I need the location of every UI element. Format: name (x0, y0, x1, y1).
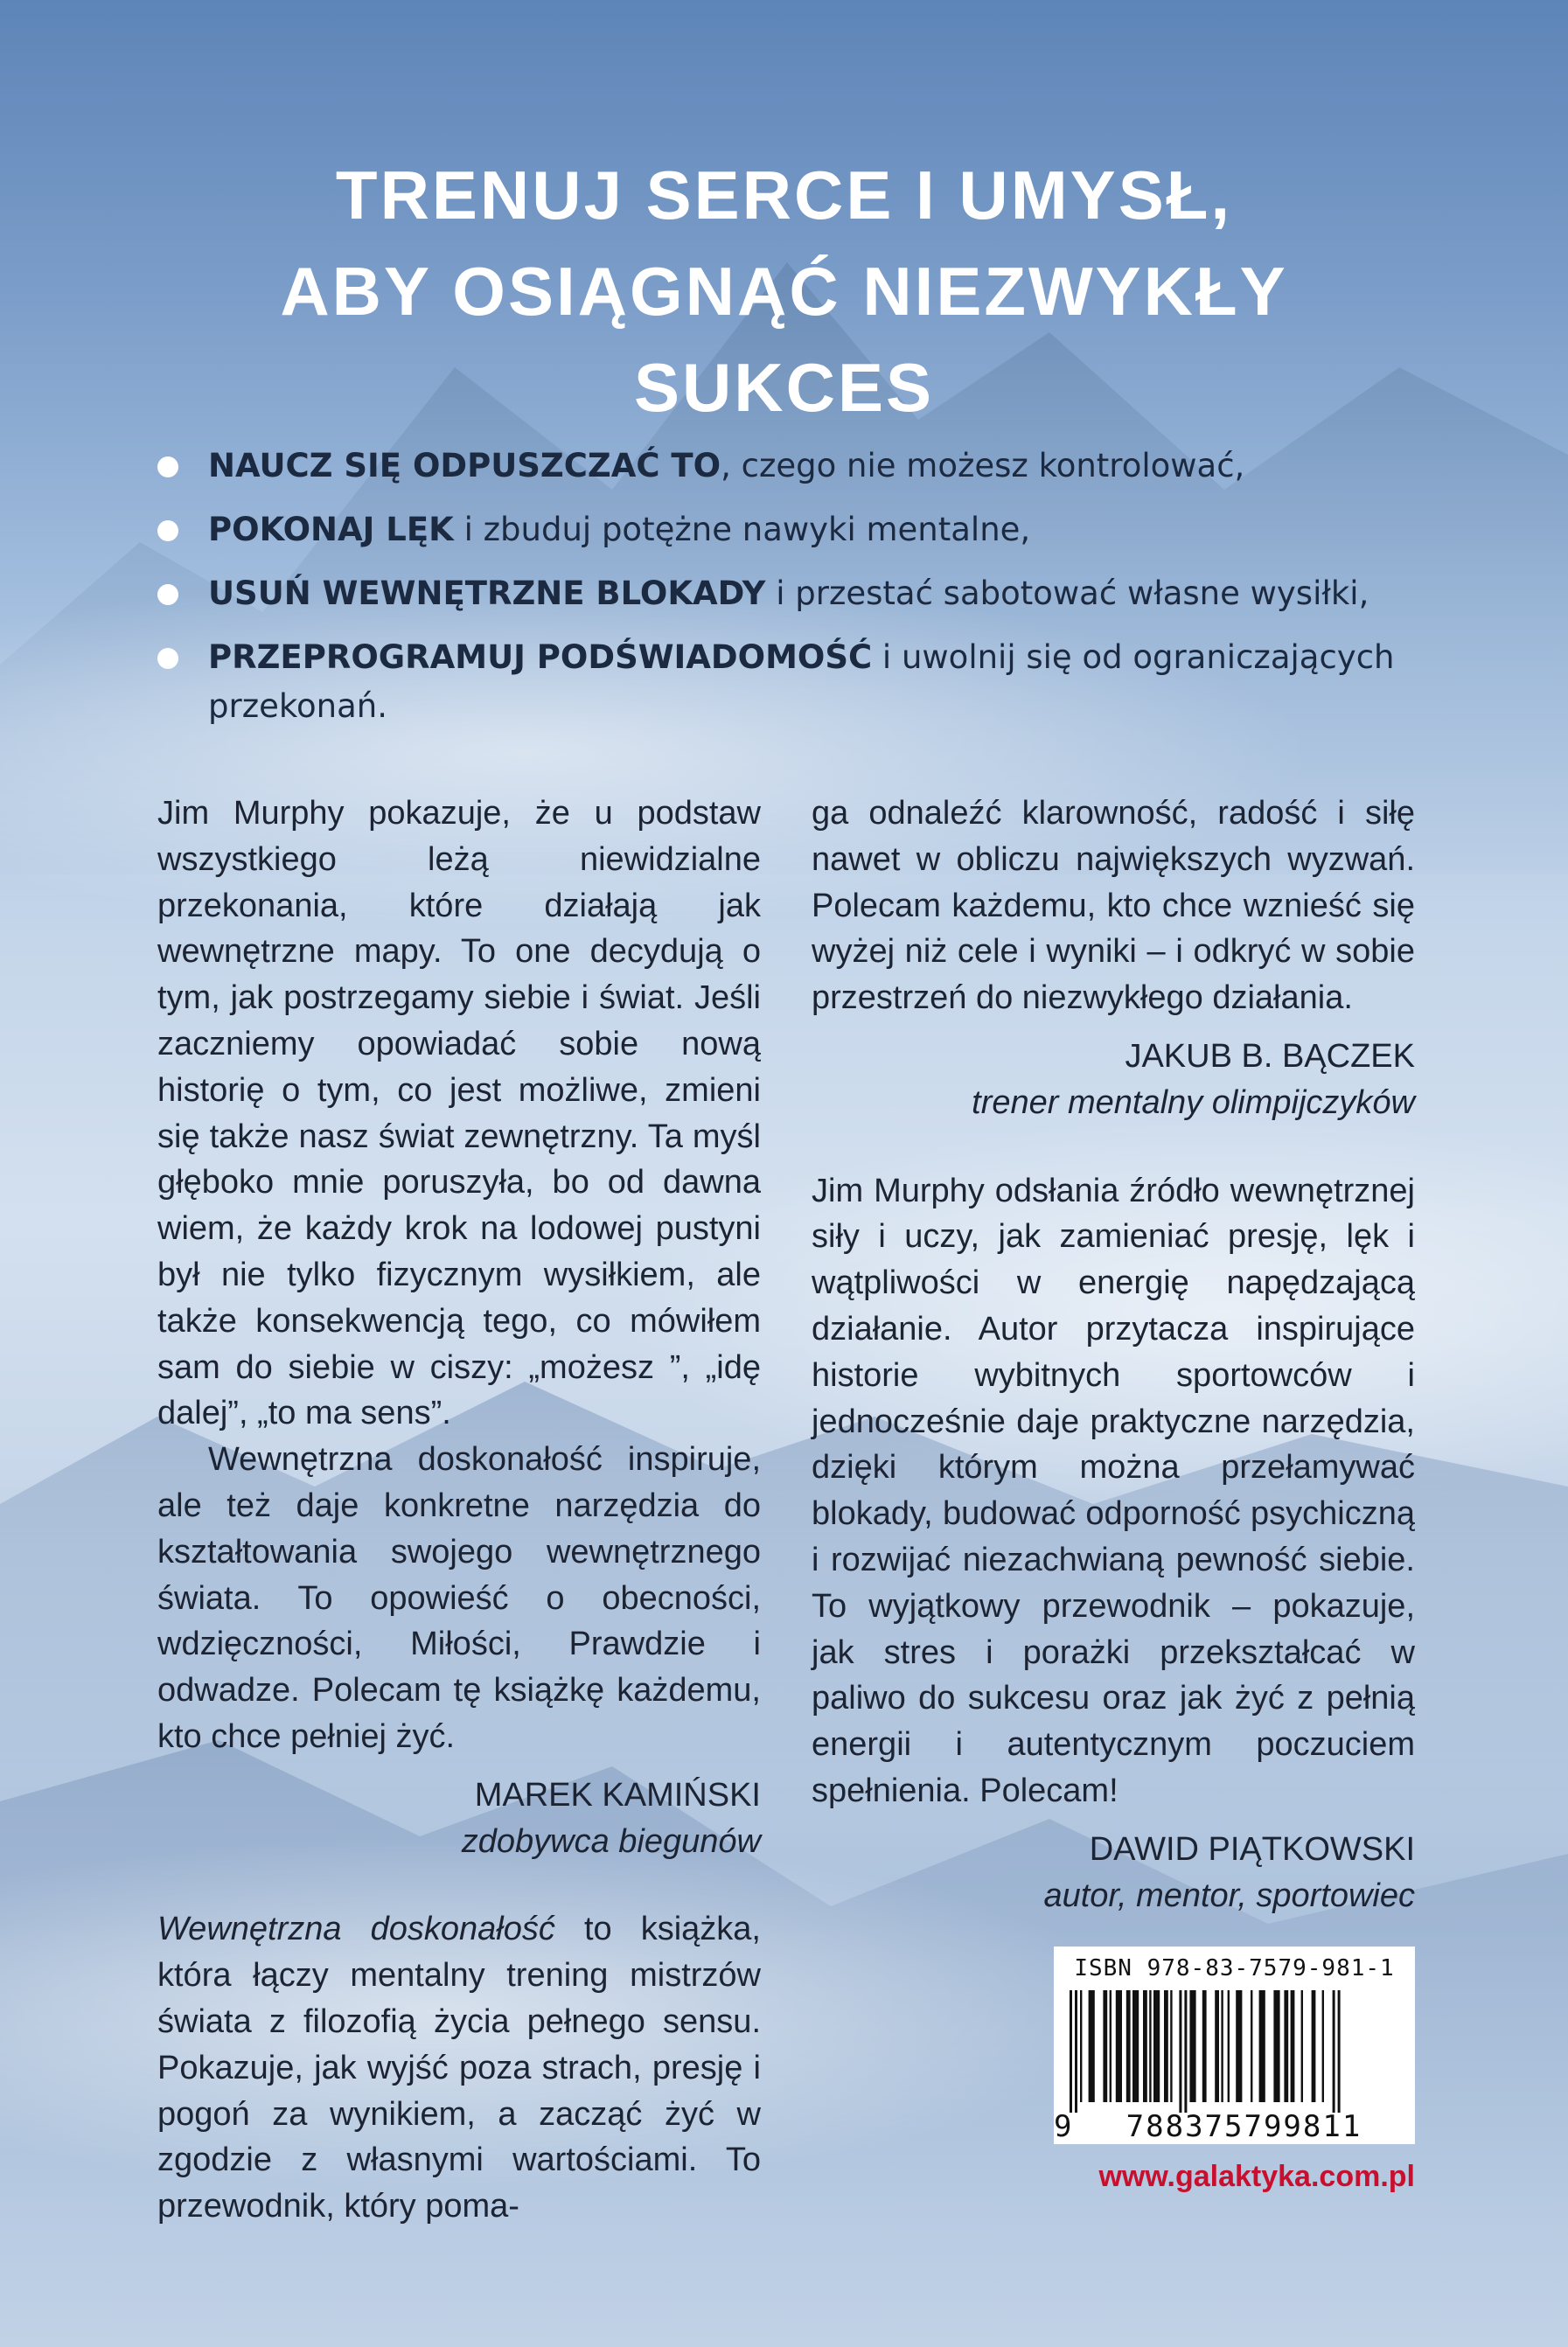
barcode-bar (1312, 1990, 1316, 2102)
headline-line-1: TRENUJ SERCE I UMYSŁ, (335, 157, 1233, 233)
endorsement-baczek-text: to książka, która łączy mentalny trening mistrzów świata z filozofią życia pełnego sensu. Pokazuje, jak wyjść poza strach, presję i pogoń za wynikiem, a zacząć żyć w zgodzie z własnymi wartościami. To przewodnik, który poma- (157, 1911, 761, 2225)
barcode-bar (1291, 1990, 1295, 2102)
isbn-first-digit: 9 (1054, 2109, 1072, 2144)
benefit-item (157, 569, 1399, 618)
isbn-barcode (1054, 1947, 1415, 2144)
endorsement-kaminski-p1: Jim Murphy pokazuje, że u podstaw wszystkiego leżą niewidzialne przekonania, które działają jak wewnętrzne mapy. To one decydują o tym, jak postrzegamy siebie i świat. Jeśli zaczniemy opowiadać sobie nową historię o tym, co jest możliwe, zmieni się także nasz świat zewnętrzny. Ta myśl głęboko mnie poruszyła, bo od dawna wiem, że każdy krok na lodowej pustyni był nie tylko fizycznym wysiłkiem, ale także konsekwencją tego, co mówiłem sam do siebie w ciszy: „możesz ”, „idę dalej”, „to ma sens”. (157, 795, 761, 1432)
benefit-item (157, 505, 1399, 554)
benefit-bold: NAUCZ SIĘ ODPUSZCZAĆ TO (208, 447, 721, 484)
barcode-bar (1153, 1990, 1160, 2102)
benefit-item (157, 633, 1399, 731)
signature-piatkowski (812, 1827, 1415, 1919)
benefit-text: i zbuduj potężne nawyki mentalne, (453, 511, 1031, 548)
barcode-bar (1338, 1990, 1341, 2113)
isbn-label: ISBN 978-83-7579-981-1 (1074, 1955, 1395, 1981)
barcode-bar (1215, 1990, 1219, 2102)
bullet-dot-icon (157, 648, 178, 669)
benefit-list (157, 442, 1399, 746)
benefit-bold: POKONAJ LĘK (208, 511, 454, 548)
signature-role: trener mentalny olimpijczyków (972, 1083, 1415, 1121)
isbn-digit-string: 788375799811 (1125, 2109, 1362, 2144)
signature-name: JAKUB B. BĄCZEK (1125, 1037, 1415, 1075)
signature-name: DAWID PIĄTKOWSKI (1089, 1830, 1415, 1868)
barcode-bar (1179, 1990, 1181, 2113)
right-column (812, 790, 1415, 1919)
barcode-bars (1070, 1990, 1406, 2113)
barcode-bar (1322, 1990, 1324, 2102)
bullet-dot-icon (157, 456, 178, 477)
barcode-bar (1184, 1990, 1187, 2113)
barcode-bar (1089, 1990, 1095, 2102)
barcode-bar (1164, 1990, 1168, 2102)
barcode-bar (1189, 1990, 1195, 2102)
barcode-bar (1110, 1990, 1112, 2102)
barcode-bar (1273, 1990, 1279, 2102)
publisher-website[interactable]: www.galaktyka.com.pl (1098, 2160, 1415, 2193)
barcode-bar (1301, 1990, 1303, 2102)
endorsement-baczek-part2: ga odnaleźć klarowność, radość i siłę nawet w obliczu największych wyzwań. Polecam każdemu, kto chce wznieść się wyżej niż cele i wyniki – i odkryć w sobie przestrzeń do niezwykłego działania. (812, 795, 1415, 1017)
barcode-bar (1202, 1990, 1207, 2102)
benefit-text: i przestać sabotować własne wysiłki, (765, 575, 1369, 612)
bullet-dot-icon (157, 584, 178, 605)
barcode-bar (1236, 1990, 1242, 2102)
barcode-bar (1284, 1990, 1288, 2102)
barcode-bar (1075, 1990, 1077, 2113)
benefit-item (157, 442, 1399, 491)
barcode-bar (1143, 1990, 1147, 2102)
signature-kaminski (157, 1772, 761, 1865)
barcode-bar (1132, 1990, 1139, 2102)
endorsement-kaminski-p2: Wewnętrzna doskonałość inspiruje, ale też daje konkretne narzędzia do kształtowania swojego wewnętrznego świata. To opowieść o obecności, wdzięczności, Miłości, Prawdzie i odwadze. Polecam tę książkę każdemu, kto chce pełniej żyć. (157, 1441, 761, 1755)
barcode-bar (1116, 1990, 1122, 2102)
barcode-bar (1251, 1990, 1252, 2102)
barcode-bar (1080, 1990, 1082, 2102)
barcode-bar (1103, 1990, 1107, 2102)
barcode-bar (1149, 1990, 1151, 2102)
barcode-bar (1333, 1990, 1335, 2113)
signature-role: zdobywca biegunów (461, 1822, 761, 1860)
benefit-bold: PRZEPROGRAMUJ PODŚWIADOMOŚĆ (208, 638, 873, 676)
benefit-bold: USUŃ WEWNĘTRZNE BLOKADY (208, 575, 766, 612)
headline-line-3: SUKCES (633, 349, 935, 426)
book-title-italic: Wewnętrzna doskonałość (157, 1911, 555, 1948)
endorsement-baczek-part1 (157, 1906, 761, 2230)
signature-baczek (812, 1034, 1415, 1126)
headline-line-2: ABY OSIĄGNĄĆ NIEZWYKŁY (280, 253, 1288, 330)
barcode-bar (1259, 1990, 1265, 2102)
headline (0, 147, 1568, 435)
barcode-bar (1170, 1990, 1172, 2102)
barcode-bar (1126, 1990, 1131, 2102)
barcode-bar (1221, 1990, 1223, 2102)
bullet-dot-icon (157, 520, 178, 541)
left-column (157, 790, 761, 2230)
benefit-text: , czego nie możesz kontrolować, (721, 447, 1245, 484)
benefit-text: i uwolnij się od ograniczających przekonań. (208, 638, 1395, 725)
barcode-bar (1070, 1990, 1072, 2113)
endorsement-piatkowski-p1: Jim Murphy odsłania źródło wewnętrznej siły i uczy, jak zamieniać presję, lęk i wątpliwości w energię napędzającą działanie. Autor przytacza inspirujące historie wybitnych sportowców i jednocześnie daje praktyczne narzędzia, dzięki którym można przełamywać blokady, budować odporność psychiczną i rozwijać niezachwianą pewność siebie. To wyjątkowy przewodnik – pokazuje, jak stres i porażki przekształcać w paliwo do sukcesu oraz jak żyć z pełnią energii i autentycznym poczuciem spełnienia. Polecam! (812, 1172, 1415, 1809)
signature-name: MAREK KAMIŃSKI (474, 1776, 761, 1814)
barcode-bar (1228, 1990, 1230, 2102)
signature-role: autor, mentor, sportowiec (1043, 1877, 1415, 1914)
